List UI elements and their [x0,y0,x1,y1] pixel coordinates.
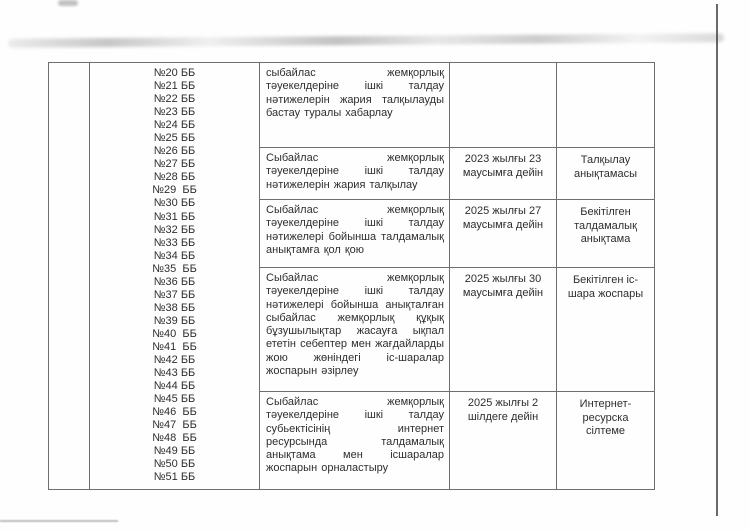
table-cell-empty-column [49,63,89,489]
budget-item: №36 ББ [153,275,196,288]
budget-item: №24 ББ [153,119,196,132]
deadline-cell: 2025 жылғы 30 маусымға дейін [449,267,556,391]
budget-item: №45 ББ [153,393,196,406]
result-cell: Талқылау анықтамасы [556,147,654,199]
deadline-cell: 2025 жылғы 27 маусымға дейін [449,199,556,267]
scan-artifact-page-edge [716,4,718,516]
budget-item: №49 ББ [153,445,196,458]
budget-item: №29 ББ [152,184,197,197]
activity-cell: Сыбайлас жемқорлық тәуекелдеріне ішкі талдау нәтижелері бойынша анықталған сыбайлас жемқорлық құқық бұзушылықтар жасауға ықпал ететін себептер мен жағдайларды жою жөніндегі іс-шаралар жоспарын әзірлеу [259,267,449,391]
budget-item: №30 ББ [153,197,196,210]
budget-item: №37 ББ [153,288,196,301]
result-cell: Интернет-ресурска сілтеме [556,391,654,489]
budget-item: №46 ББ [152,406,197,419]
deadline-cell: 2023 жылғы 23 маусымға дейін [449,147,556,199]
budget-item: №27 ББ [153,158,196,171]
result-cell: Бекітілген талдамалық анықтама [556,199,654,267]
budget-item: №33 ББ [153,236,196,249]
action-plan-table [48,62,655,490]
result-cell [556,63,654,147]
budget-item: №34 ББ [153,249,196,262]
scan-artifact-noise-band [8,33,724,48]
budget-item: №40 ББ [152,327,197,340]
budget-item: №42 ББ [153,354,196,367]
budget-item: №28 ББ [153,171,196,184]
budget-item: №20 ББ [153,67,196,79]
budget-item: №39 ББ [153,314,196,327]
budget-item: №51 ББ [153,471,196,484]
budget-item: №48 ББ [152,432,197,445]
budget-item: №44 ББ [153,380,196,393]
scan-artifact-smudge [58,0,78,6]
budget-item: №38 ББ [153,301,196,314]
budget-item: №32 ББ [153,223,196,236]
deadline-cell: 2025 жылғы 2 шілдеге дейін [449,391,556,489]
result-cell: Бекітілген іс-шара жоспары [556,267,654,391]
budget-item: №31 ББ [153,210,196,223]
budget-item: №21 ББ [153,80,196,93]
activity-cell: Сыбайлас жемқорлық тәуекелдеріне ішкі талдау нәтижелері бойынша талдамалық анықтамға қол қою [259,199,449,267]
budget-item: №22 ББ [153,93,196,106]
budget-item: №26 ББ [153,145,196,158]
budget-item: №50 ББ [153,458,196,471]
budget-item: №43 ББ [153,367,196,380]
budget-item: №41 ББ [152,340,197,353]
activity-cell: Сыбайлас жемқорлық тәуекелдеріне ішкі талдау субьектісінің интернет ресурсында талдамалық анықтама мен ісшаралар жоспарын орналастыру [259,391,449,489]
budget-item: №25 ББ [153,132,196,145]
activity-cell: Сыбайлас жемқорлық тәуекелдеріне ішкі талдау нәтижелерін жария талқылау [259,147,449,199]
deadline-cell [449,63,556,147]
activity-cell: сыбайлас жемқорлық тәуекелдеріне ішкі талдау нәтижелерін жария талқылауды бастау туралы хабарлау [259,63,449,147]
budget-item: №35 ББ [152,262,197,275]
budget-item: №23 ББ [153,106,196,119]
budget-programs-list [89,63,259,489]
scan-artifact-bottom-line [0,520,118,522]
budget-item: №47 ББ [152,419,197,432]
